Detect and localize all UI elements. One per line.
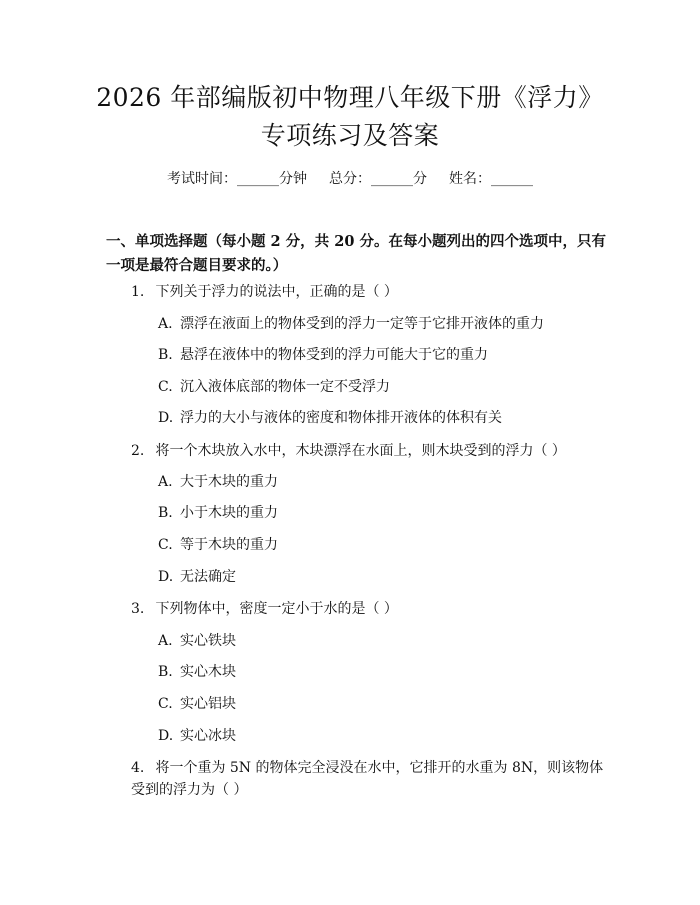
option-letter: A. xyxy=(158,633,173,649)
question-2 xyxy=(131,440,566,462)
option-letter: D. xyxy=(158,728,174,744)
document-title-line-2: 专项练习及答案 xyxy=(260,121,440,150)
option-letter: B. xyxy=(158,347,173,363)
question-text: 将一个重为 5N 的物体完全浸没在水中，它排开的水重为 8N，则该物体受到的浮力为（ ） xyxy=(131,760,604,798)
option-letter: C. xyxy=(158,537,173,553)
option-text: 实心铝块 xyxy=(180,696,236,712)
question-2-option-a xyxy=(158,472,278,492)
section-heading-single-choice: 一、单项选择题（每小题 2 分，共 20 分。在每小题列出的四个选项中，只有一项是最符合题目要求的。） xyxy=(106,233,606,274)
option-letter: C. xyxy=(158,696,173,712)
question-number: 4. xyxy=(131,760,145,776)
question-1-option-a xyxy=(158,314,544,334)
question-1-option-c xyxy=(158,377,390,397)
question-2-option-c xyxy=(158,535,278,555)
option-letter: C. xyxy=(158,379,173,395)
option-text: 等于木块的重力 xyxy=(180,537,278,553)
option-letter: D. xyxy=(158,569,174,585)
option-letter: A. xyxy=(158,316,173,332)
question-1-option-d xyxy=(158,408,502,428)
question-text: 将一个木块放入水中，木块漂浮在水面上，则木块受到的浮力（ ） xyxy=(155,443,566,459)
question-3-option-d xyxy=(158,726,236,746)
option-text: 实心冰块 xyxy=(180,728,236,744)
document-title-line-1: 2026 年部编版初中物理八年级下册《浮力》 xyxy=(96,83,604,112)
question-2-option-d xyxy=(158,567,236,587)
student-name-field: 姓名：______ xyxy=(449,171,533,187)
option-letter: D. xyxy=(158,410,174,426)
option-text: 漂浮在液面上的物体受到的浮力一定等于它排开液体的重力 xyxy=(180,316,544,332)
question-number: 1. xyxy=(131,284,145,300)
option-text: 浮力的大小与液体的密度和物体排开液体的体积有关 xyxy=(180,410,502,426)
question-number: 2. xyxy=(131,443,145,459)
question-1-option-b xyxy=(158,345,488,365)
option-text: 悬浮在液体中的物体受到的浮力可能大于它的重力 xyxy=(180,347,488,363)
question-3-option-c xyxy=(158,694,236,714)
question-2-option-b xyxy=(158,503,278,523)
question-4 xyxy=(131,757,611,801)
option-text: 实心铁块 xyxy=(180,633,236,649)
question-text: 下列物体中，密度一定小于水的是（ ） xyxy=(155,601,398,617)
option-text: 大于木块的重力 xyxy=(180,474,278,490)
question-text: 下列关于浮力的说法中，正确的是（ ） xyxy=(155,284,398,300)
option-letter: B. xyxy=(158,505,173,521)
option-letter: A. xyxy=(158,474,173,490)
total-score-field: 总分：______分 xyxy=(329,171,427,187)
option-text: 实心木块 xyxy=(180,664,236,680)
option-text: 小于木块的重力 xyxy=(180,505,278,521)
option-text: 无法确定 xyxy=(180,569,236,585)
question-3-option-a xyxy=(158,631,236,651)
option-text: 沉入液体底部的物体一定不受浮力 xyxy=(180,379,390,395)
question-number: 3. xyxy=(131,601,145,617)
question-3 xyxy=(131,598,398,620)
question-1 xyxy=(131,281,398,303)
exam-time-field: 考试时间：______分钟 xyxy=(167,171,307,187)
exam-info-row xyxy=(0,170,700,188)
question-3-option-b xyxy=(158,662,236,682)
option-letter: B. xyxy=(158,664,173,680)
